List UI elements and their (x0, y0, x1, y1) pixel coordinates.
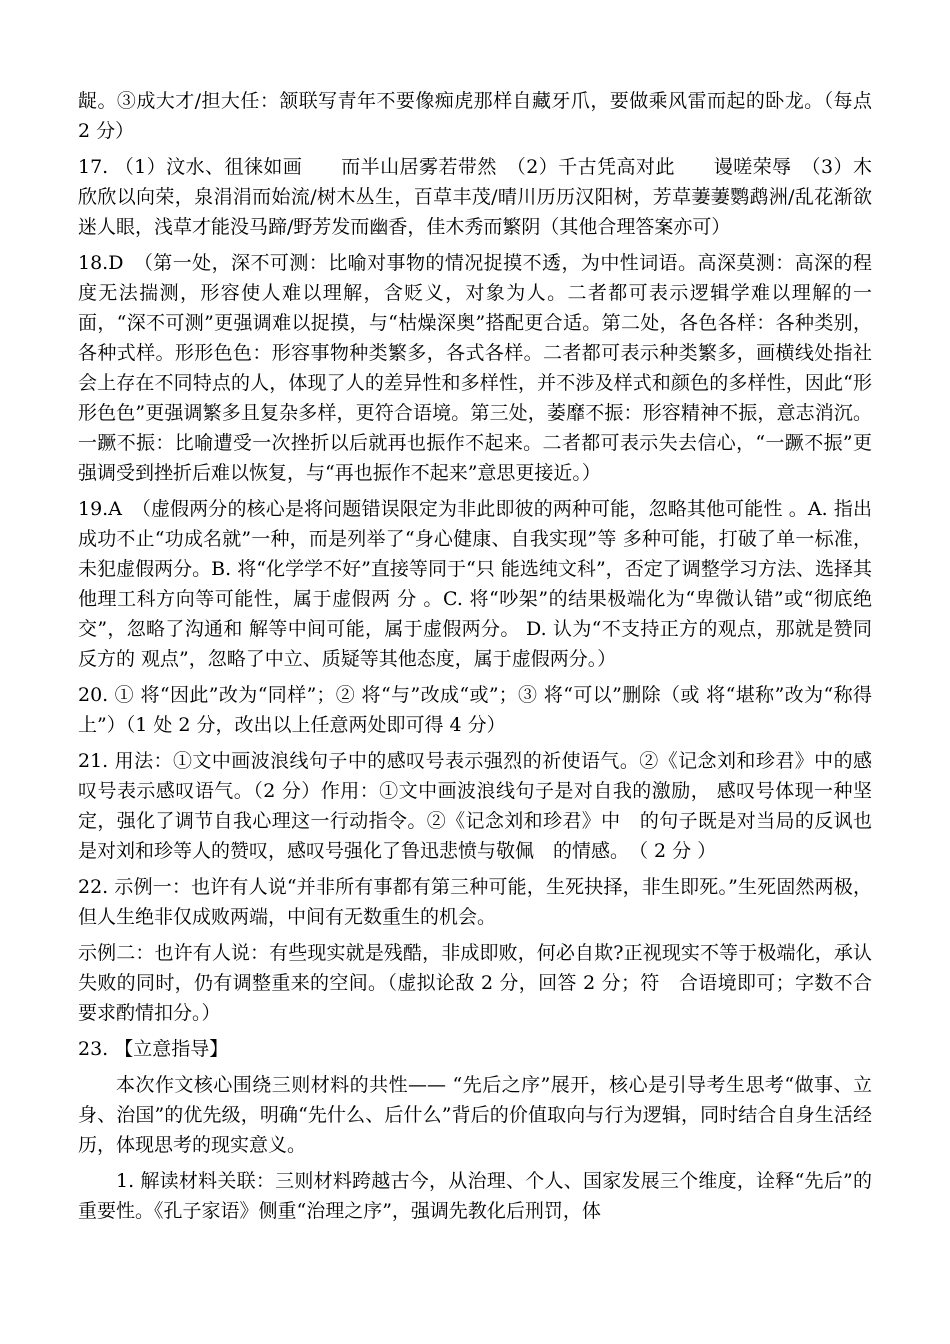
answer-22-example-2: 示例二：也许有人说：有些现实就是残酷，非成即败，何必自欺?正视现实不等于极端化，承认失败的同时，仍有调整重来的空间。（虚拟论敌 2 分，回答 2 分；符 合语境即可；字数不合要求酌情扣分。） (78, 942, 872, 1024)
answer-22-example-1: 22. 示例一：也许有人说“并非所有事都有第三种可能，生死抉择，非生即死。”生死固然两极，但人生绝非仅成败两端，中间有无数重生的机会。 (78, 876, 872, 928)
answer-20: 20. ① 将“因此”改为“同样”；② 将“与”改成“或”；③ 将“可以”删除（或 将“堪称”改为“称得上”）（1 处 2 分，改出以上任意两处即可得 4 分） (78, 684, 872, 736)
answer-16-continuation: 龊。③成大才/担大任：颔联写青年不要像痴虎那样自藏牙爪，要做乘风雷而起的卧龙。（每点 2 分） (78, 90, 872, 142)
answer-23-heading: 23. 【立意指导】 (78, 1038, 229, 1060)
answer-18: 18.D （第一处，深不可测：比喻对事物的情况捉摸不透，为中性词语。高深莫测：高深的程度无法揣测，形容使人难以理解，含贬义，对象为人。二者都可表示逻辑学难以理解的一面，“深不可测”更强调难以捉摸，与“枯燥深奥”搭配更合适。第二处，各色各样：各种类别，各种式样。形形色色：形容事物种类繁多，各式各样。二者都可表示种类繁多，画横线处指社会上存在不同特点的人，体现了人的差异性和多样性，并不涉及样式和颜色的多样性，因此“形形色色”更强调繁多且复杂多样，更符合语境。第三处，萎靡不振：形容精神不振，意志消沉。 一蹶不振：比喻遭受一次挫折以后就再也振作不起来。二者都可表示失去信心，“一蹶不振”更强调受到挫折后难以恢复，与“再也振作不起来”意思更接近。） (78, 252, 872, 484)
answer-23-guidance: 本次作文核心围绕三则材料的共性—— “先后之序”展开，核心是引导考生思考“做事、立身、治国”的优先级，明确“先什么、后什么”背后的价值取向与行为逻辑，同时结合自身生活经历，体现思考的现实意义。 (78, 1074, 872, 1156)
answer-19: 19.A （虚假两分的核心是将问题错误限定为非此即彼的两种可能，忽略其他可能性 。A. 指出成功不止“功成名就”一种，而是列举了“身心健康、自我实现”等 多种可能，打破了单一标准，未犯虚假两分。B. 将“化学学不好”直接等同于“只 能选纯文科”，否定了调整学习方法、选择其他理工科方向等可能性，属于虚假两 分 。C. 将“吵架”的结果极端化为“卑微认错”或“彻底绝交”，忽略了沟通和 解等中间可能，属于虚假两分。 D. 认为“不支持正方的观点，那就是赞同反方的 观点”，忽略了中立、质疑等其他态度，属于虚假两分。） (78, 498, 872, 670)
answer-23-point-1: 1. 解读材料关联：三则材料跨越古今，从治理、个人、国家发展三个维度，诠释“先后”的重要性。《孔子家语》侧重“治理之序”，强调先教化后刑罚，体 (78, 1170, 872, 1222)
answer-17: 17. （1）汶水、徂徕如画 而半山居雾若带然 （2）千古凭高对此 谩嗟荣辱 （3）木欣欣以向荣，泉涓涓而始流/树木丛生，百草丰茂/晴川历历汉阳树，芳草萋萋鹦鹉洲/乱花渐欲迷人眼，浅草才能没马蹄/野芳发而幽香，佳木秀而繁阴（其他合理答案亦可） (78, 156, 872, 238)
answer-21: 21. 用法：①文中画波浪线句子中的感叹号表示强烈的祈使语气。②《记念刘和珍君》中的感叹号表示感叹语气。（2 分）作用：①文中画波浪线句子是对自我的激励， 感叹号体现一种坚定，强化了调节自我心理这一行动指令。②《记念刘和珍君》中 的句子既是对当局的反讽也是对刘和珍等人的赞叹，感叹号强化了鲁迅悲愤与敬佩 的情感。 （ 2 分 ） (78, 750, 872, 862)
